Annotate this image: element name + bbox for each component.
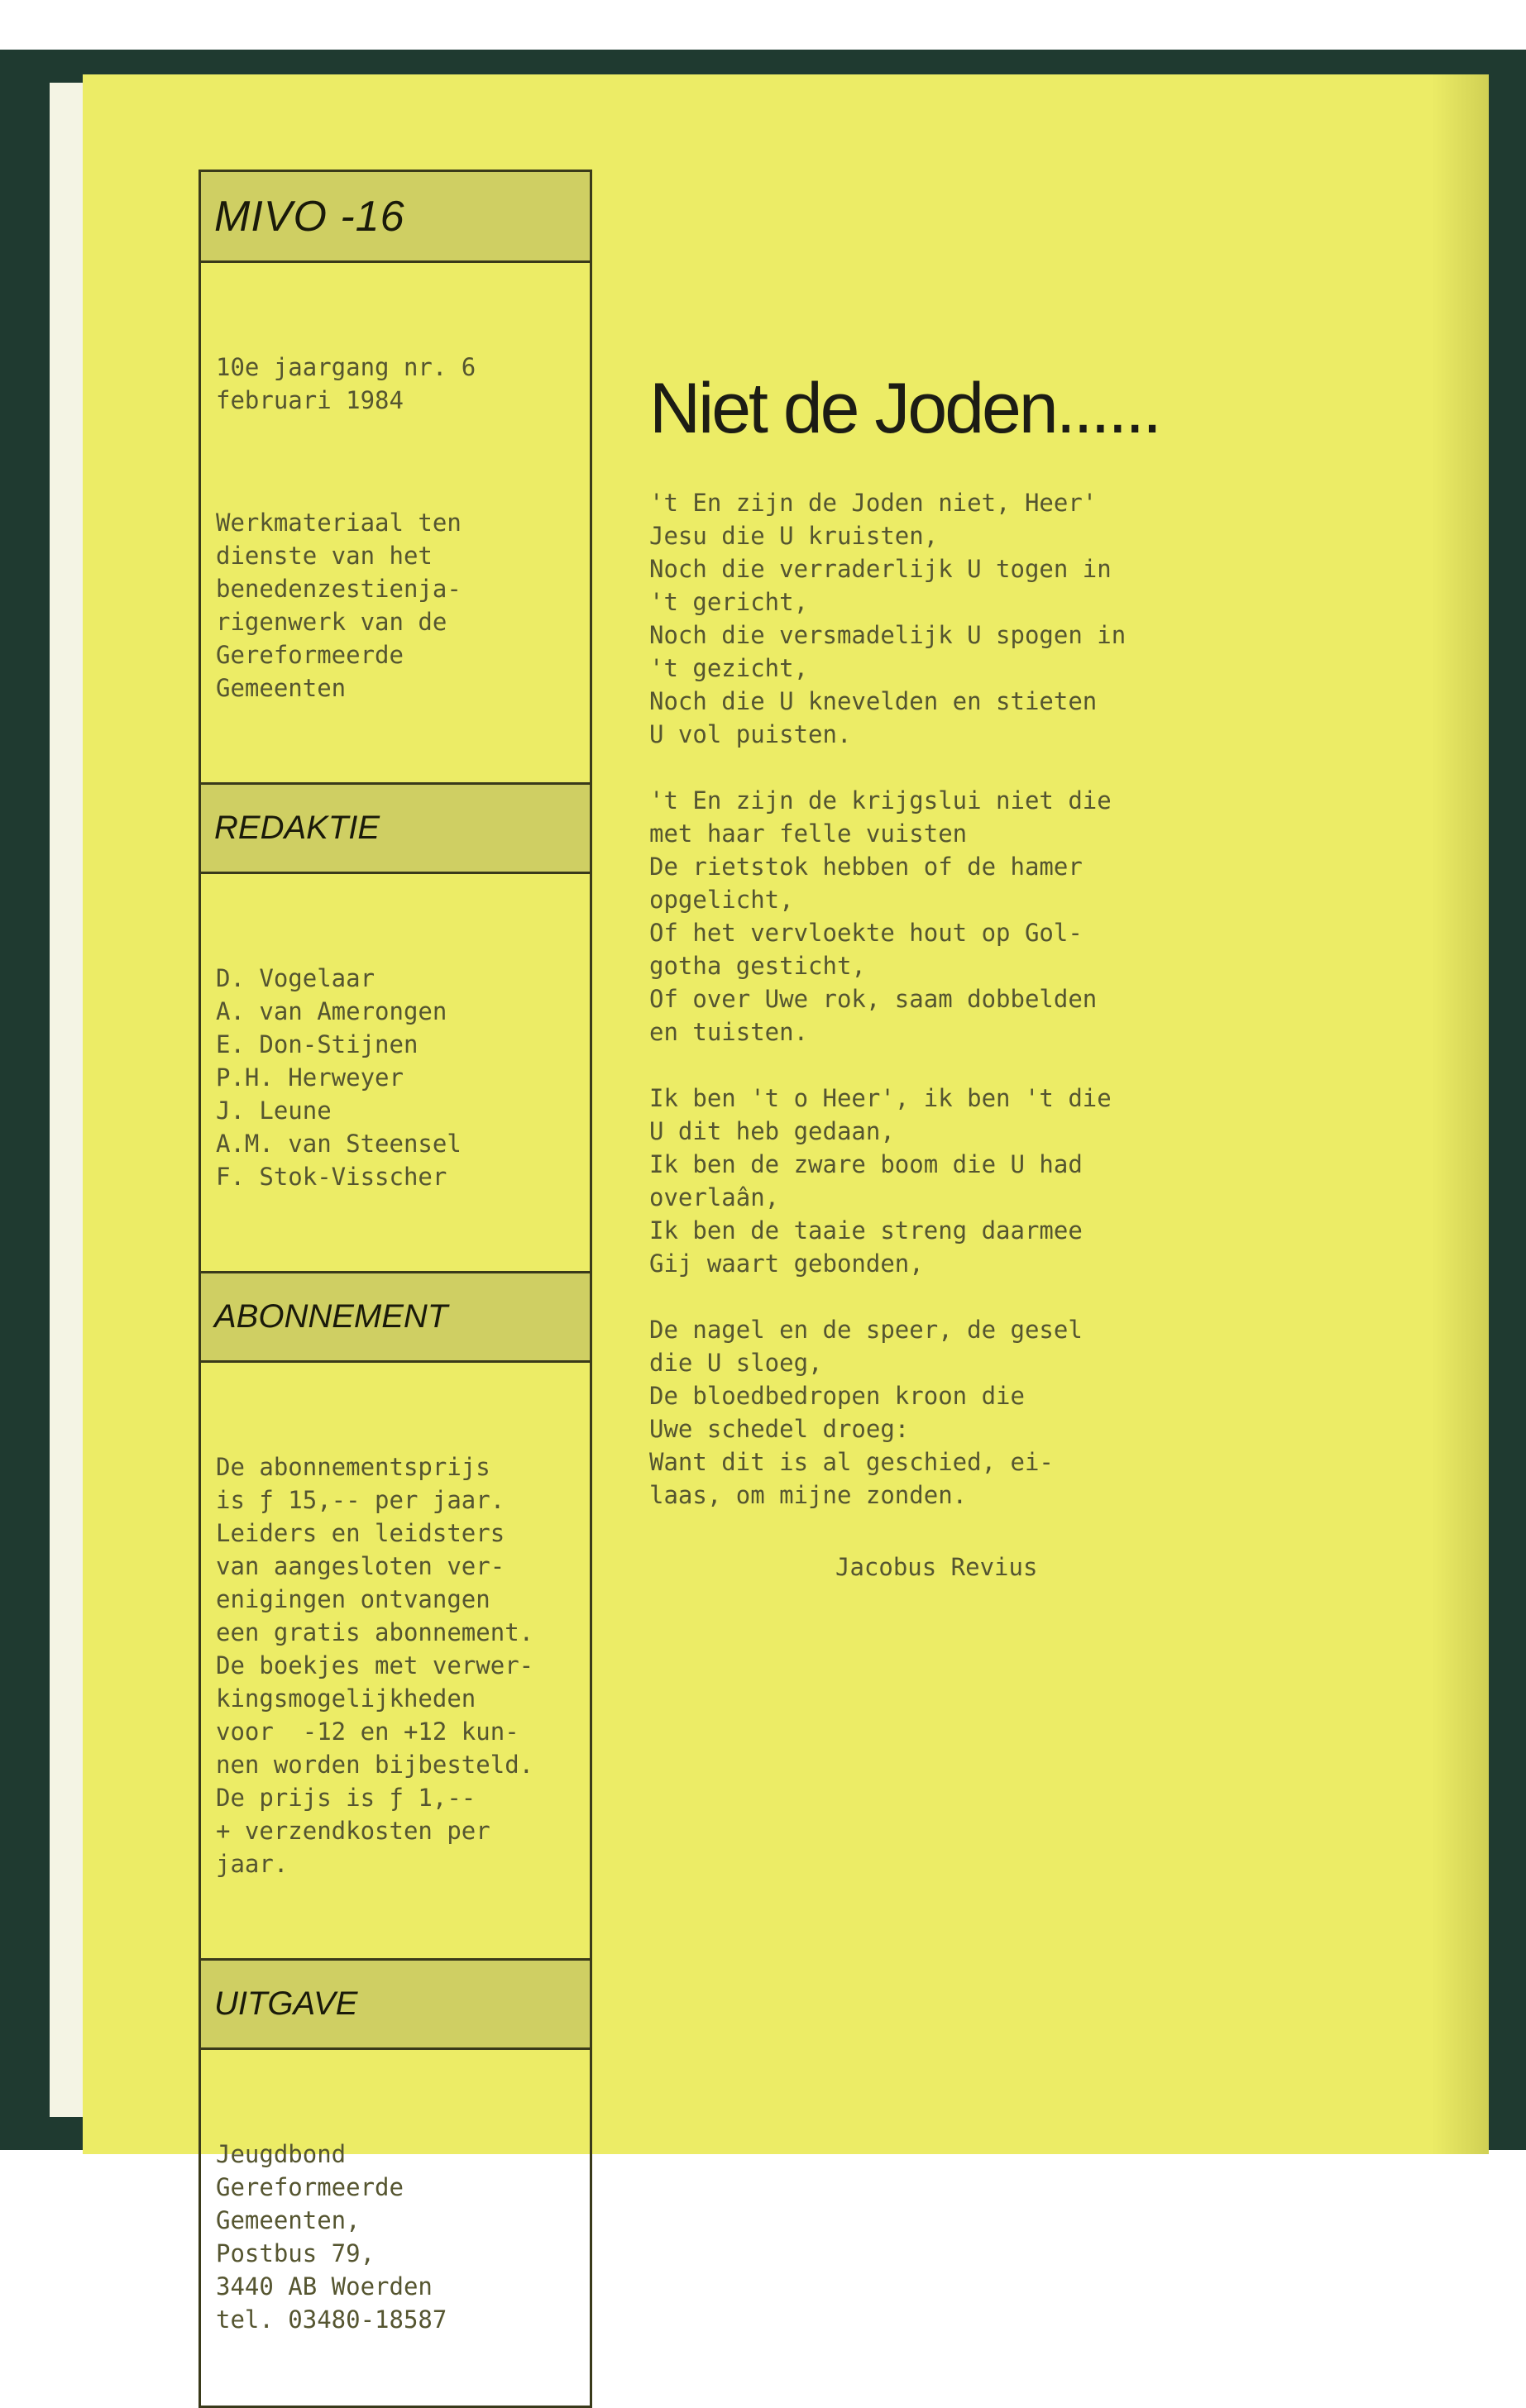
issue-info [216,351,575,417]
text-line: Gereformeerde [216,2173,404,2201]
poem-line: Noch die U knevelden en stieten [649,687,1098,715]
text-line: D. Vogelaar [216,964,376,992]
text-line: Werkmateriaal ten [216,509,462,537]
poem-line: overlaân, [649,1183,780,1211]
text-line: dienste van het [216,542,433,570]
masthead-header [201,172,590,263]
text-line: Leiders en leidsters [216,1519,505,1547]
text-line: F. Stok-Visscher [216,1163,447,1191]
abonnement-header [201,1273,590,1363]
text-line: E. Don-Stijnen [216,1030,419,1058]
masthead-title: MIVO -16 [214,192,405,241]
redaktie-members [216,962,575,1193]
text-line: is ƒ 15,-- per jaar. [216,1486,505,1514]
poem-line: De nagel en de speer, de gesel [649,1316,1083,1344]
poem-line: Of over Uwe rok, saam dobbelden [649,985,1098,1013]
poem-line: Noch die versmadelijk U spogen in [649,621,1127,649]
redaktie-header [201,785,590,874]
poem-line: 't gericht, [649,588,809,616]
masthead-description [216,506,575,705]
text-line: nen worden bijbesteld. [216,1751,534,1779]
text-line: J. Leune [216,1096,332,1125]
poem-line: 't En zijn de Joden niet, Heer' [649,489,1098,517]
poem-line: 't gezicht, [649,654,809,682]
poem-body [649,486,1394,1545]
poem-line: opgelicht, [649,886,794,914]
uitgave-header [201,1961,590,2050]
text-line: De boekjes met verwer- [216,1651,534,1679]
text-line: Jeugdbond [216,2140,347,2168]
poem-line: De rietstok hebben of de hamer [649,853,1083,881]
poem-line: die U sloeg, [649,1349,823,1377]
poem-line: Gij waart gebonden, [649,1249,924,1278]
uitgave-body [201,2050,590,2406]
text-line: februari 1984 [216,386,404,414]
text-line: A.M. van Steensel [216,1130,462,1158]
masthead-body [201,263,590,785]
poem-line: Uwe schedel droeg: [649,1415,910,1443]
poem-stanza [649,486,1394,751]
text-line: A. van Amerongen [216,997,447,1025]
text-line: De prijs is ƒ 1,-- [216,1784,476,1812]
poem-line: en tuisten. [649,1018,809,1046]
text-line: kingsmogelijkheden [216,1684,476,1713]
text-line: De abonnementsprijs [216,1453,490,1481]
text-line: benedenzestienja- [216,575,462,603]
text-line: tel. 03480-18587 [216,2305,447,2334]
text-line: voor -12 en +12 kun- [216,1718,519,1746]
text-line: 3440 AB Woerden [216,2272,433,2300]
poem-title: Niet de Joden...... [649,369,1160,448]
text-line: van aangesloten ver- [216,1552,505,1580]
text-line: P.H. Herweyer [216,1063,404,1092]
poem-line: laas, om mijne zonden. [649,1481,968,1509]
poem-line: U vol puisten. [649,720,852,748]
text-line: Gemeenten [216,674,347,702]
poem-line: Ik ben de zware boom die U had [649,1150,1083,1178]
poem-stanza [649,784,1394,1049]
poem-line: De bloedbedropen kroon die [649,1382,1025,1410]
text-line: een gratis abonnement. [216,1618,534,1646]
text-line: Postbus 79, [216,2239,376,2267]
uitgave-heading: UITGAVE [214,1985,358,2022]
poem-line: Noch die verraderlijk U togen in [649,555,1112,583]
poem-line: Ik ben 't o Heer', ik ben 't die [649,1084,1112,1112]
poem-line: met haar felle vuisten [649,819,968,848]
text-line: + verzendkosten per [216,1817,490,1845]
page-shadow [1431,74,1489,2154]
text-line: Gereformeerde [216,641,404,669]
abonnement-heading: ABONNEMENT [214,1298,448,1335]
poem-stanza [649,1082,1394,1280]
poem-line: Ik ben de taaie streng daarmee [649,1216,1083,1245]
text-line: jaar. [216,1850,289,1878]
abonnement-body [201,1363,590,1961]
text-line: Gemeenten, [216,2206,361,2234]
poem-stanza [649,1313,1394,1512]
poem-line: gotha gesticht, [649,952,866,980]
text-line: 10e jaargang nr. 6 [216,353,476,381]
poem-author: Jacobus Revius [835,1553,1038,1581]
poem-line: U dit heb gedaan, [649,1117,895,1145]
abonnement-text [216,1450,575,1880]
text-line: rigenwerk van de [216,608,447,636]
text-line: enigingen ontvangen [216,1585,490,1613]
uitgave-address [216,2138,575,2336]
poem-line: 't En zijn de krijgslui niet die [649,786,1112,815]
poem-line: Want dit is al geschied, ei- [649,1448,1054,1476]
poem-line: Of het vervloekte hout op Gol- [649,919,1083,947]
masthead-box [199,170,592,2408]
poem-line: Jesu die U kruisten, [649,522,939,550]
redaktie-body [201,874,590,1273]
redaktie-heading: REDAKTIE [214,810,380,846]
